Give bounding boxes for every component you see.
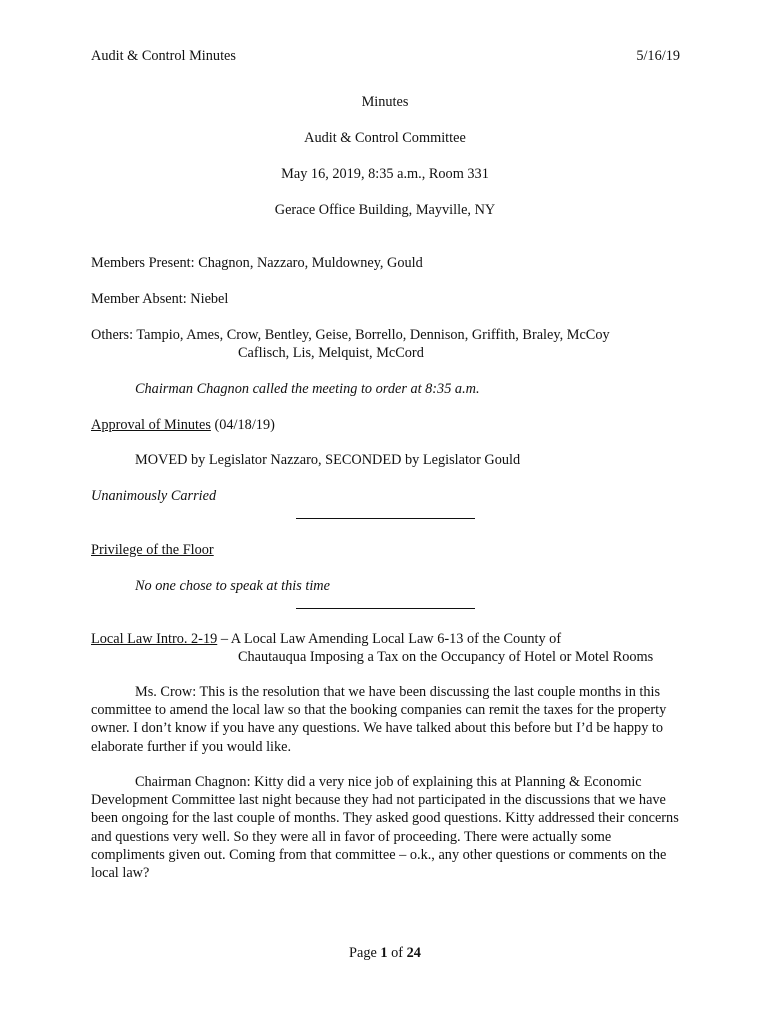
page-word: Page	[349, 945, 381, 961]
member-absent: Member Absent: Niebel	[91, 291, 229, 307]
local-law-title-2: Chautauqua Imposing a Tax on the Occupancy of Hotel or Motel Rooms	[238, 649, 654, 665]
privilege-heading: Privilege of the Floor	[91, 542, 214, 558]
approval-motion: MOVED by Legislator Nazzaro, SECONDED by Legislator Gould	[135, 452, 521, 468]
local-law-title-1: – A Local Law Amending Local Law 6-13 of the County of	[217, 631, 562, 647]
section-divider	[296, 608, 475, 609]
committee-name: Audit & Control Committee	[304, 130, 466, 146]
approval-heading: Approval of Minutes	[91, 417, 211, 433]
others-line-1: Others: Tampio, Ames, Crow, Bentley, Geise, Borrello, Dennison, Griffith, Braley, McCoy	[91, 327, 610, 343]
page-title: Minutes	[361, 94, 409, 110]
page-footer	[0, 944, 770, 962]
others-line-2: Caflisch, Lis, Melquist, McCord	[238, 345, 424, 361]
local-law-heading: Local Law Intro. 2-19	[91, 631, 218, 647]
section-divider	[296, 518, 475, 519]
members-present: Members Present: Chagnon, Nazzaro, Muldowney, Gould	[91, 255, 423, 271]
page-number: 1	[380, 945, 388, 961]
local-law-heading-line	[91, 630, 561, 648]
meeting-datetime: May 16, 2019, 8:35 a.m., Room 331	[281, 166, 489, 182]
running-header-date: 5/16/19	[636, 48, 680, 64]
approval-result: Unanimously Carried	[91, 488, 217, 504]
crow-paragraph: Ms. Crow: This is the resolution that we have been discussing the last couple months in this committee to amend the local law so that the booking companies can remit the taxes for the property owner. I don’t know if you have any questions. We have talked about this before but I’d be happy to elaborate further if you would like.	[91, 684, 667, 755]
of-word: of	[387, 945, 407, 961]
running-header-title: Audit & Control Minutes	[91, 48, 236, 64]
approval-date: (04/18/19)	[210, 417, 275, 433]
approval-heading-line	[91, 416, 275, 434]
privilege-text: No one chose to speak at this time	[135, 578, 330, 594]
chagnon-paragraph: Chairman Chagnon: Kitty did a very nice job of explaining this at Planning & Economic Development Committee last night because they had not participated in the discussions that we have been ongoing for the last couple of months. They asked good questions. Kitty addressed their concerns and questions very well. So they were all in favor of proceeding. There were actually some compliments given out. Coming from that committee – o.k., any other questions or comments on the local law?	[91, 774, 679, 882]
page-total: 24	[406, 945, 421, 961]
meeting-location: Gerace Office Building, Mayville, NY	[274, 202, 496, 218]
call-to-order: Chairman Chagnon called the meeting to order at 8:35 a.m.	[135, 381, 480, 397]
